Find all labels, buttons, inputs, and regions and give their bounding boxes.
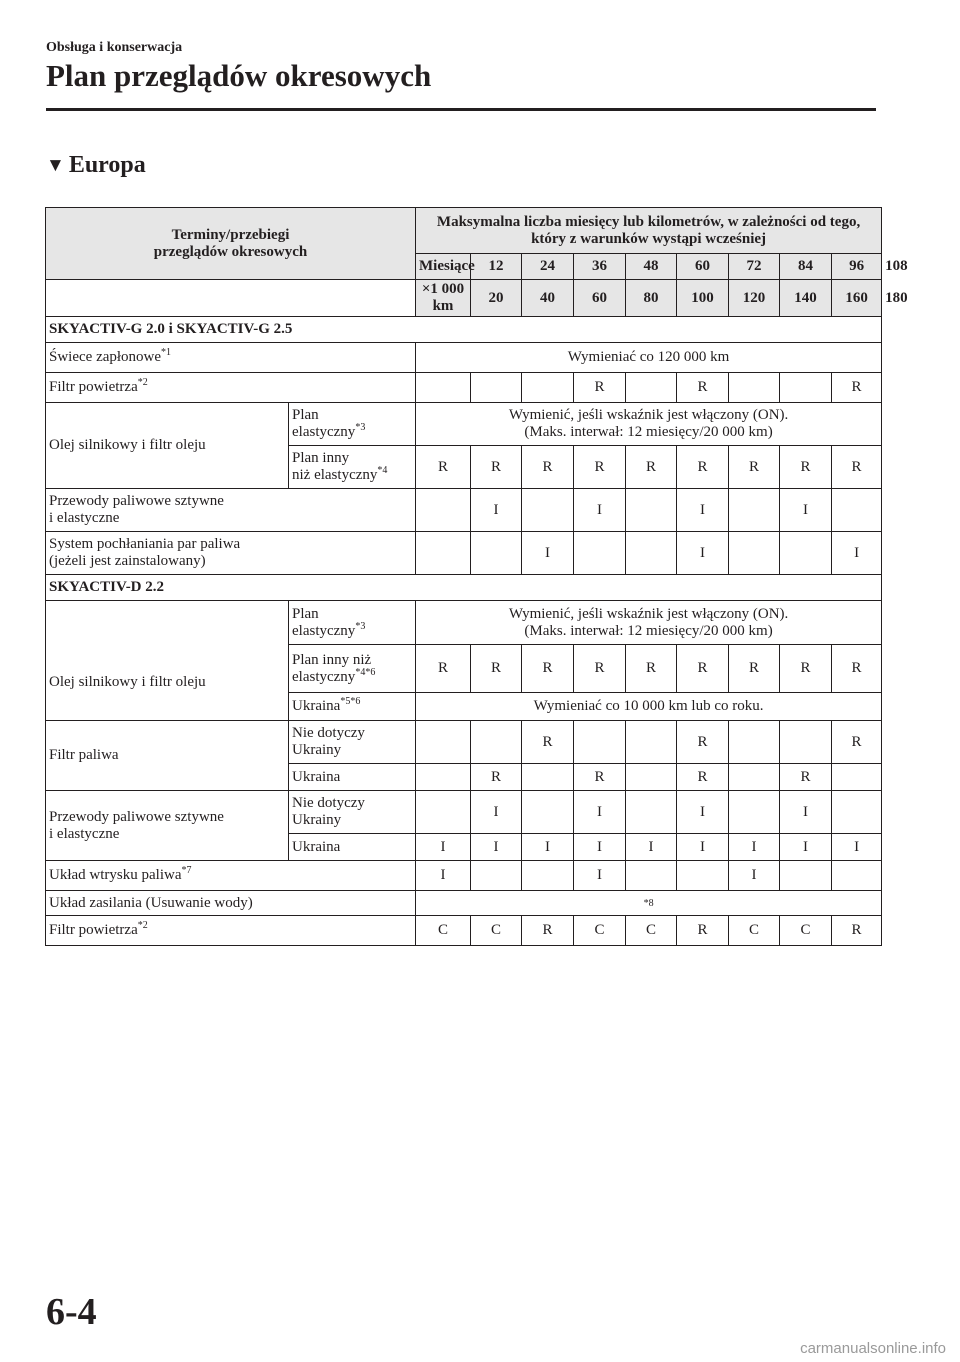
table-row — [46, 403, 882, 446]
interval-cell: R — [832, 645, 882, 693]
interval-cell: I — [780, 834, 832, 861]
interval-cell: I — [677, 791, 729, 834]
interval-cell — [471, 532, 522, 575]
title-rule — [46, 108, 876, 111]
empty-cell — [416, 373, 471, 403]
interval-cell — [416, 764, 471, 791]
interval-cell — [729, 373, 780, 403]
interval-cell: I — [626, 834, 677, 861]
interval-cell: I — [416, 861, 471, 891]
interval-cell — [780, 861, 832, 891]
interval-cell: R — [729, 446, 780, 489]
table-row — [46, 861, 882, 891]
interval-cell: R — [471, 645, 522, 693]
sub-label: Ukraina$^{*5*6}$ — [289, 693, 416, 721]
interval-cell: C — [626, 916, 677, 946]
header-max-interval: Maksymalna liczba miesięcy lub kilometrów, w zależności od tego, który z warunków wystąpi wcześniej — [416, 208, 882, 254]
interval-cell: R — [677, 373, 729, 403]
item-label: Olej silnikowy i filtr oleju — [46, 645, 289, 721]
km-cell: 100 — [677, 280, 729, 317]
item-label: Przewody paliwowe sztywne i elastyczne — [46, 791, 289, 861]
table-row — [46, 891, 882, 916]
interval-cell: I — [780, 791, 832, 834]
interval-cell: R — [574, 446, 626, 489]
empty-cell — [416, 532, 471, 575]
table-row — [46, 343, 882, 373]
interval-cell: R — [626, 446, 677, 489]
section-heading — [46, 152, 146, 179]
interval-cell: R — [677, 721, 729, 764]
interval-cell: R — [416, 645, 471, 693]
interval-cell — [626, 489, 677, 532]
interval-cell: I — [416, 834, 471, 861]
table-row — [46, 791, 882, 834]
km-cell: 140 — [780, 280, 832, 317]
month-cell: 60 — [677, 254, 729, 280]
interval-cell — [677, 861, 729, 891]
interval-cell: I — [522, 532, 574, 575]
interval-cell: R — [626, 645, 677, 693]
table-row — [46, 721, 882, 764]
interval-cell — [522, 791, 574, 834]
interval-cell: C — [780, 916, 832, 946]
section-g-label: SKYACTIV-G 2.0 i SKYACTIV-G 2.5 — [46, 317, 882, 343]
sub-label: Ukraina — [289, 764, 416, 791]
interval-cell — [626, 861, 677, 891]
interval-cell: R — [832, 916, 882, 946]
interval-cell: I — [574, 861, 626, 891]
interval-cell: C — [416, 916, 471, 946]
item-value: *8 — [416, 891, 882, 916]
interval-cell: I — [574, 791, 626, 834]
table-row — [46, 373, 882, 403]
month-cell: 84 — [780, 254, 832, 280]
interval-cell: R — [416, 446, 471, 489]
table-row — [46, 532, 882, 575]
interval-cell — [626, 764, 677, 791]
interval-cell — [729, 721, 780, 764]
month-cell: 24 — [522, 254, 574, 280]
interval-cell — [416, 721, 471, 764]
interval-cell — [626, 532, 677, 575]
interval-cell — [729, 764, 780, 791]
interval-cell — [626, 373, 677, 403]
breadcrumb: Obsługa i konserwacja — [46, 40, 183, 55]
km-cell: 160 — [832, 280, 882, 317]
interval-cell: R — [780, 446, 832, 489]
item-label: Olej silnikowy i filtr oleju — [46, 403, 289, 489]
interval-cell: R — [574, 645, 626, 693]
interval-cell — [471, 861, 522, 891]
interval-cell: R — [677, 916, 729, 946]
interval-cell: R — [677, 764, 729, 791]
month-cell: 48 — [626, 254, 677, 280]
interval-cell: I — [832, 532, 882, 575]
interval-cell — [780, 373, 832, 403]
interval-cell: R — [780, 645, 832, 693]
interval-cell: I — [471, 489, 522, 532]
item-label: Układ wtrysku paliwa$^{*7}$ — [46, 861, 416, 891]
interval-cell: R — [832, 721, 882, 764]
item-value: Wymienić, jeśli wskaźnik jest włączony (ON). (Maks. interwał: 12 miesięcy/20 000 km) — [416, 403, 882, 446]
interval-cell: R — [522, 645, 574, 693]
interval-cell: R — [522, 916, 574, 946]
section-d-label: SKYACTIV-D 2.2 — [46, 575, 882, 601]
table-row — [46, 645, 882, 693]
interval-cell: R — [832, 446, 882, 489]
item-label: System pochłaniania par paliwa (jeżeli jest zainstalowany) — [46, 532, 416, 575]
month-cell: 12 — [471, 254, 522, 280]
sub-label: Ukraina — [289, 834, 416, 861]
table-row — [46, 489, 882, 532]
interval-cell — [780, 532, 832, 575]
interval-cell: R — [677, 645, 729, 693]
interval-cell: R — [471, 764, 522, 791]
empty-cell — [46, 601, 289, 645]
section-row — [46, 575, 882, 601]
interval-cell: C — [729, 916, 780, 946]
month-cell: 96 — [832, 254, 882, 280]
interval-cell: I — [729, 834, 780, 861]
item-label: Filtr paliwa — [46, 721, 289, 791]
watermark: carmanualsonline.info — [800, 1340, 946, 1357]
sub-label: Plan inny niż elastyczny$^{*4}$ — [289, 446, 416, 489]
interval-cell: C — [471, 916, 522, 946]
interval-cell — [471, 373, 522, 403]
km-cell: 20 — [471, 280, 522, 317]
interval-cell: I — [677, 532, 729, 575]
interval-cell: R — [677, 446, 729, 489]
months-row: Miesiące 12 24 36 48 60 72 84 96 108 — [46, 254, 882, 280]
item-value: Wymieniać co 10 000 km lub co roku. — [416, 693, 882, 721]
interval-cell: R — [729, 645, 780, 693]
table-row — [46, 916, 882, 946]
sub-label: Plan elastyczny$^{*3}$ — [289, 601, 416, 645]
interval-cell: R — [522, 446, 574, 489]
months-label: Miesiące — [416, 254, 471, 280]
sub-label: Nie dotyczy Ukrainy — [289, 791, 416, 834]
interval-cell — [832, 861, 882, 891]
interval-cell: I — [832, 834, 882, 861]
interval-cell — [729, 791, 780, 834]
section-row — [46, 317, 882, 343]
interval-cell: R — [522, 721, 574, 764]
month-cell: 72 — [729, 254, 780, 280]
interval-cell: I — [677, 834, 729, 861]
month-cell: 36 — [574, 254, 626, 280]
km-cell: 40 — [522, 280, 574, 317]
item-label: Filtr powietrza$^{*2}$ — [46, 916, 416, 946]
item-value: Wymieniać co 120 000 km — [416, 343, 882, 373]
interval-cell — [471, 721, 522, 764]
interval-cell — [522, 861, 574, 891]
interval-cell: R — [574, 373, 626, 403]
interval-cell — [832, 791, 882, 834]
interval-cell: C — [574, 916, 626, 946]
sub-label: Nie dotyczy Ukrainy — [289, 721, 416, 764]
empty-cell — [46, 280, 416, 317]
interval-cell: I — [729, 861, 780, 891]
km-cell: 60 — [574, 280, 626, 317]
interval-cell — [729, 532, 780, 575]
maintenance-schedule-table — [45, 207, 908, 946]
interval-cell: I — [471, 791, 522, 834]
interval-cell: R — [574, 764, 626, 791]
table-row — [46, 601, 882, 645]
item-label: Świece zapłonowe$^{*1}$ — [46, 343, 416, 373]
interval-cell — [522, 373, 574, 403]
interval-cell — [574, 721, 626, 764]
interval-cell: I — [522, 834, 574, 861]
interval-cell: I — [471, 834, 522, 861]
interval-cell: R — [780, 764, 832, 791]
interval-cell — [522, 489, 574, 532]
interval-cell — [626, 721, 677, 764]
km-cell: 120 — [729, 280, 780, 317]
page-title: Plan przeglądów okresowych — [46, 58, 432, 93]
interval-cell — [832, 764, 882, 791]
item-label: Układ zasilania (Usuwanie wody) — [46, 891, 416, 916]
sub-label: Plan elastyczny$^{*3}$ — [289, 403, 416, 446]
interval-cell — [522, 764, 574, 791]
interval-cell — [626, 791, 677, 834]
triangle-down-icon: ▼ — [46, 155, 65, 176]
interval-cell: R — [832, 373, 882, 403]
interval-cell — [832, 489, 882, 532]
empty-cell — [416, 489, 471, 532]
interval-cell: I — [677, 489, 729, 532]
item-label: Przewody paliwowe sztywne i elastyczne — [46, 489, 416, 532]
page-number: 6-4 — [46, 1291, 97, 1333]
km-row: ×1 000 km 20 40 60 80 100 120 140 160 180 — [46, 280, 882, 317]
interval-cell — [729, 489, 780, 532]
km-label: ×1 000 km — [416, 280, 471, 317]
interval-cell — [780, 721, 832, 764]
interval-cell: I — [780, 489, 832, 532]
sub-label: Plan inny niż elastyczny$^{*4*6}$ — [289, 645, 416, 693]
item-value: Wymienić, jeśli wskaźnik jest włączony (ON). (Maks. interwał: 12 miesięcy/20 000 km) — [416, 601, 882, 645]
interval-cell: I — [574, 489, 626, 532]
item-label: Filtr powietrza$^{*2}$ — [46, 373, 416, 403]
interval-cell: I — [574, 834, 626, 861]
interval-cell — [416, 791, 471, 834]
km-cell: 80 — [626, 280, 677, 317]
interval-cell — [574, 532, 626, 575]
section-heading-text: Europa — [68, 152, 146, 178]
interval-cell: R — [471, 446, 522, 489]
header-schedule-cell: Terminy/przebiegi przeglądów okresowych — [46, 208, 416, 280]
